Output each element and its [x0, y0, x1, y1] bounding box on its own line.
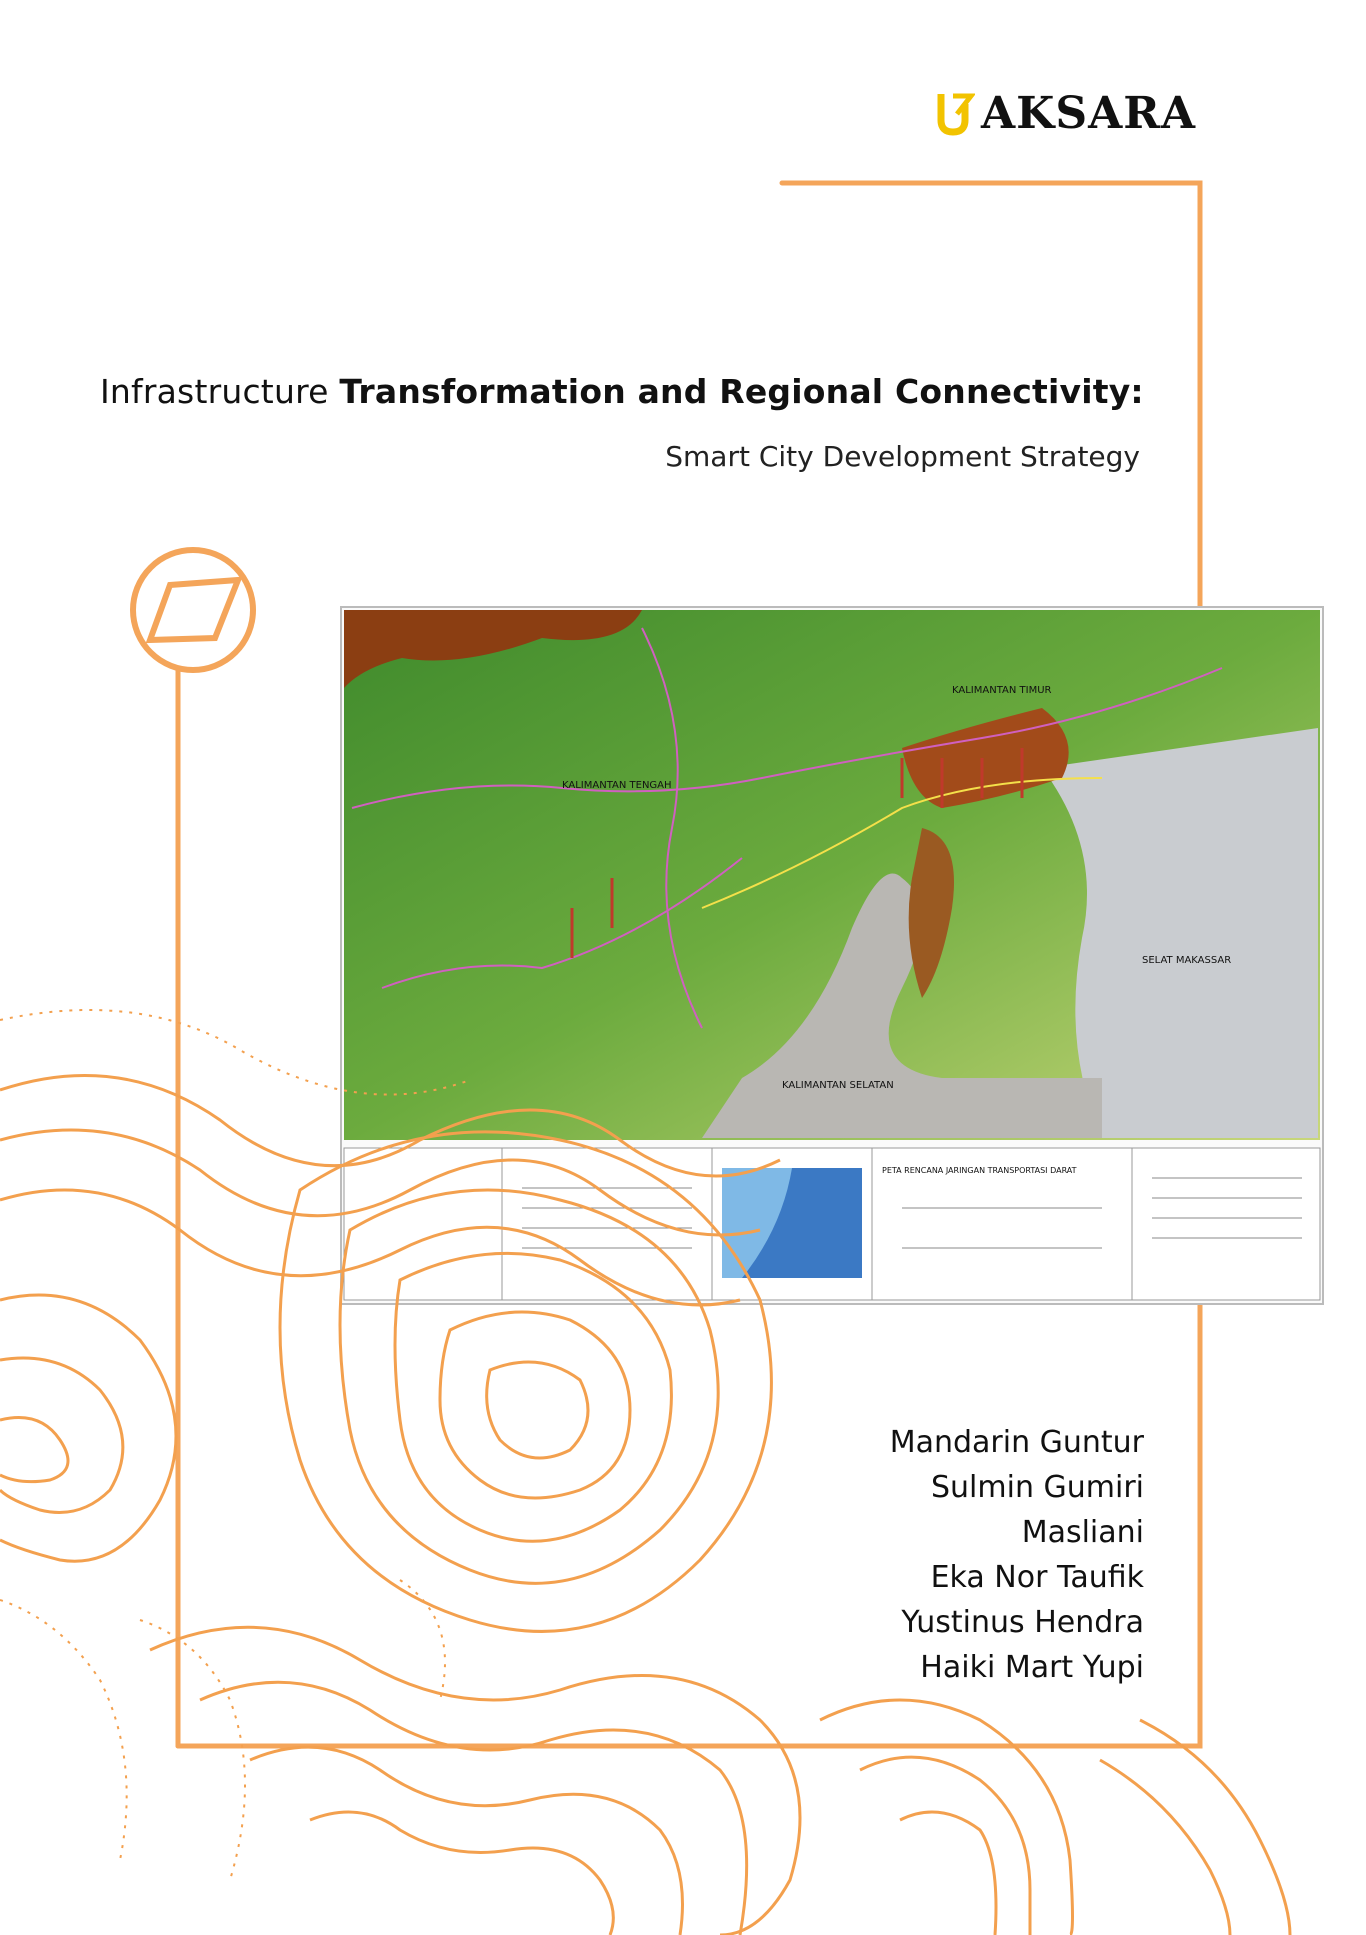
author-name: Masliani	[1021, 1515, 1144, 1550]
map-legend-title: PETA RENCANA JARINGAN TRANSPORTASI DARAT	[882, 1166, 1077, 1175]
map-label-sea-bottom: KALIMANTAN SELATAN	[782, 1080, 894, 1091]
map-graphic	[342, 608, 1322, 1303]
publisher-name: AKSARA	[981, 88, 1196, 139]
author-name: Haiki Mart Yupi	[920, 1650, 1144, 1685]
title-part-2: Transformation and Regional Connectivity:	[339, 372, 1144, 411]
title-part-1: Infrastructure	[100, 372, 340, 411]
author-name: Yustinus Hendra	[901, 1605, 1144, 1640]
regional-map-figure	[340, 606, 1324, 1305]
author-list	[700, 1420, 1144, 1690]
book-subtitle: Smart City Development Strategy	[665, 440, 1140, 473]
author-name: Mandarin Guntur	[889, 1425, 1144, 1460]
author-name: Eka Nor Taufik	[930, 1560, 1144, 1595]
aksara-logo-icon	[935, 90, 975, 138]
book-title	[100, 372, 1144, 411]
map-label-region-upper: KALIMANTAN TIMUR	[952, 685, 1052, 696]
author-name: Sulmin Gumiri	[931, 1470, 1144, 1505]
compass-icon	[133, 550, 253, 670]
map-label-region-center: KALIMANTAN TENGAH	[562, 780, 672, 791]
map-label-sea-right: SELAT MAKASSAR	[1142, 955, 1232, 966]
publisher-logo	[935, 88, 1196, 139]
